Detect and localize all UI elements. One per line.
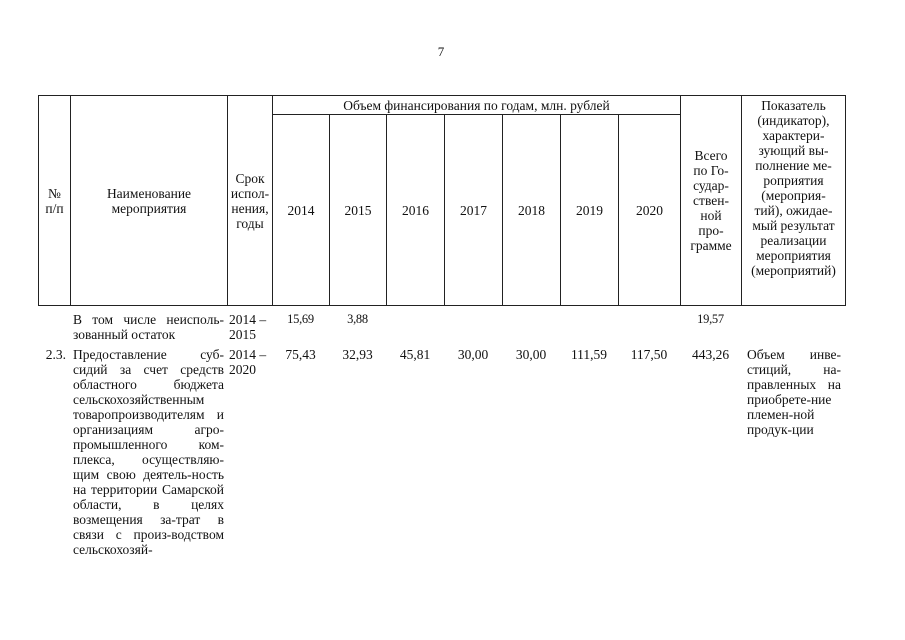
table-row (38, 347, 845, 557)
row-value: 30,00 (515, 347, 547, 362)
header-indicator: Показатель (индикатор), характери- зующий вы- полнение ме- роприятия (мероприя- тий), ожидае- мый результат реализации мероприятия (мероприятий) (742, 96, 846, 306)
row-term: 2014 – 2020 (229, 347, 267, 377)
header-term: Срок испол- нения, годы (228, 96, 273, 306)
row-total: 443,26 (691, 347, 730, 362)
page-number: 7 (437, 44, 445, 59)
row-name: Предоставление суб-сидий за счет средств областного бюджета сельскохозяйственным товаропроизводителям и организациям агро-промышленного ком-плекса, осуществляю-щим свою деятель-ность на территории Самарской области, в целях возмещения за-трат в связи с произ-водством сельскохозяй- (73, 347, 224, 557)
row-value (444, 312, 502, 347)
header-year: 2014 (273, 115, 330, 306)
header-year: 2019 (561, 115, 619, 306)
row-value: 45,81 (399, 347, 431, 362)
row-value: 15,69 (287, 312, 314, 326)
table-row (38, 312, 845, 347)
header-name: Наименование мероприятия (71, 96, 228, 306)
row-total: 19,57 (697, 312, 724, 326)
row-value: 30,00 (457, 347, 489, 362)
header-funding-group: Объем финансирования по годам, млн. рублей (273, 96, 681, 115)
row-number: 2.3. (45, 347, 66, 362)
row-value (502, 312, 560, 347)
row-name: В том числе неисполь-зованный остаток (73, 312, 224, 342)
row-value (618, 312, 680, 347)
header-number: № п/п (39, 96, 71, 306)
row-term: 2014 – 2015 (229, 312, 267, 342)
table-body (38, 312, 845, 557)
row-value (560, 312, 618, 347)
row-value: 75,43 (285, 347, 316, 362)
table-header (38, 95, 846, 306)
row-value: 117,50 (630, 347, 668, 362)
header-year: 2018 (503, 115, 561, 306)
header-year: 2016 (387, 115, 445, 306)
row-indicator (741, 312, 845, 347)
row-value: 111,59 (570, 347, 608, 362)
row-value (386, 312, 444, 347)
header-year: 2015 (330, 115, 387, 306)
row-indicator: Объем инве-стиций, на-правленных на приобрете-ние племен-ной продук-ции (747, 347, 841, 437)
header-year: 2020 (619, 115, 681, 306)
header-total: Всего по Го- судар- ствен- ной про- грамме (681, 96, 742, 306)
row-value: 32,93 (342, 347, 373, 362)
row-value: 3,88 (347, 312, 368, 326)
row-number (38, 312, 70, 347)
header-year: 2017 (445, 115, 503, 306)
